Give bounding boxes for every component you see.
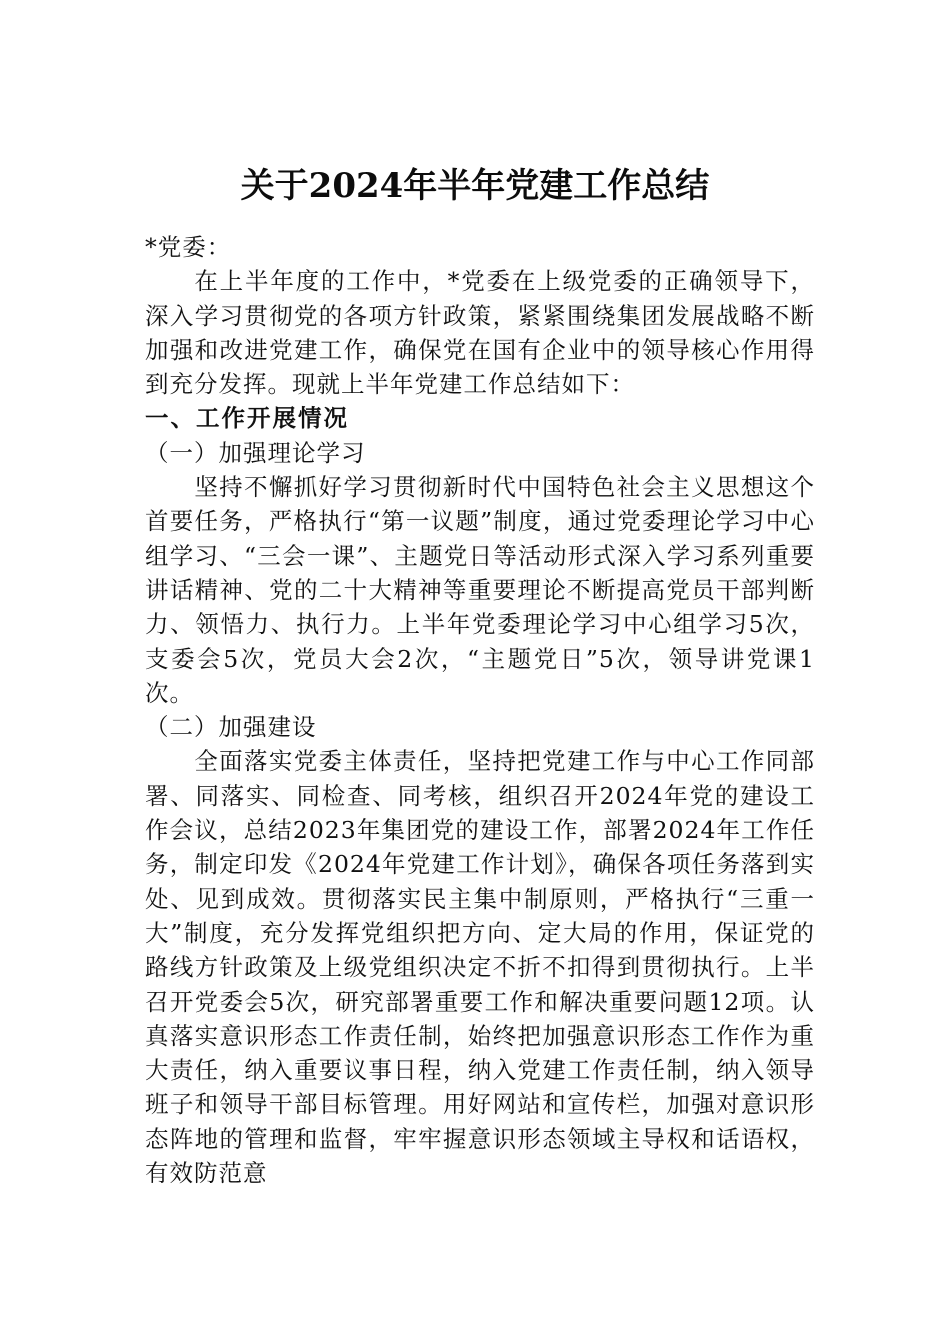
intro-paragraph: 在上半年度的工作中，*党委在上级党委的正确领导下，深入学习贯彻党的各项方针政策，紧紧围绕集团发展战略不断加强和改进党建工作，确保党在国有企业中的领导核心作用得到充分发挥。现就上半年党建工作总结如下：	[145, 267, 815, 399]
subsection-body-1: 坚持不懈抓好学习贯彻新时代中国特色社会主义思想这个首要任务，严格执行“第一议题”制度，通过党委理论学习中心组学习、“三会一课”、主题党日等活动形式深入学习系列重要讲话精神、党的二十大精神等重要理论不断提高党员干部判断力、领悟力、执行力。上半年党委理论学习中心组学习5次，支委会5次，党员大会2次，“主题党日”5次，领导讲党课1次。	[145, 473, 815, 707]
subsection-heading-2: （二）加强建设	[145, 713, 317, 742]
document-body	[145, 230, 815, 1190]
document-title: 关于2024年半年党建工作总结	[240, 166, 710, 206]
section-heading-1: 一、工作开展情况	[145, 404, 349, 433]
subsection-body-2: 全面落实党委主体责任，坚持把党建工作与中心工作同部署、同落实、同检查、同考核，组织召开2024年党的建设工作会议，总结2023年集团党的建设工作，部署2024年工作任务，制定印发《2024年党建工作计划》，确保各项任务落到实处、见到成效。贯彻落实民主集中制原则，严格执行“三重一大”制度，充分发挥党组织把方向、定大局的作用，保证党的路线方针政策及上级党组织决定不折不扣得到贯彻执行。上半召开党委会5次，研究部署重要工作和解决重要问题12项。认真落实意识形态工作责任制，始终把加强意识形态工作作为重大责任，纳入重要议事日程，纳入党建工作责任制，纳入领导班子和领导干部目标管理。用好网站和宣传栏，加强对意识形态阵地的管理和监督，牢牢握意识形态领域主导权和话语权，有效防范意	[145, 747, 815, 1188]
subsection-heading-1: （一）加强理论学习	[145, 438, 366, 467]
salutation: *党委：	[145, 233, 232, 261]
